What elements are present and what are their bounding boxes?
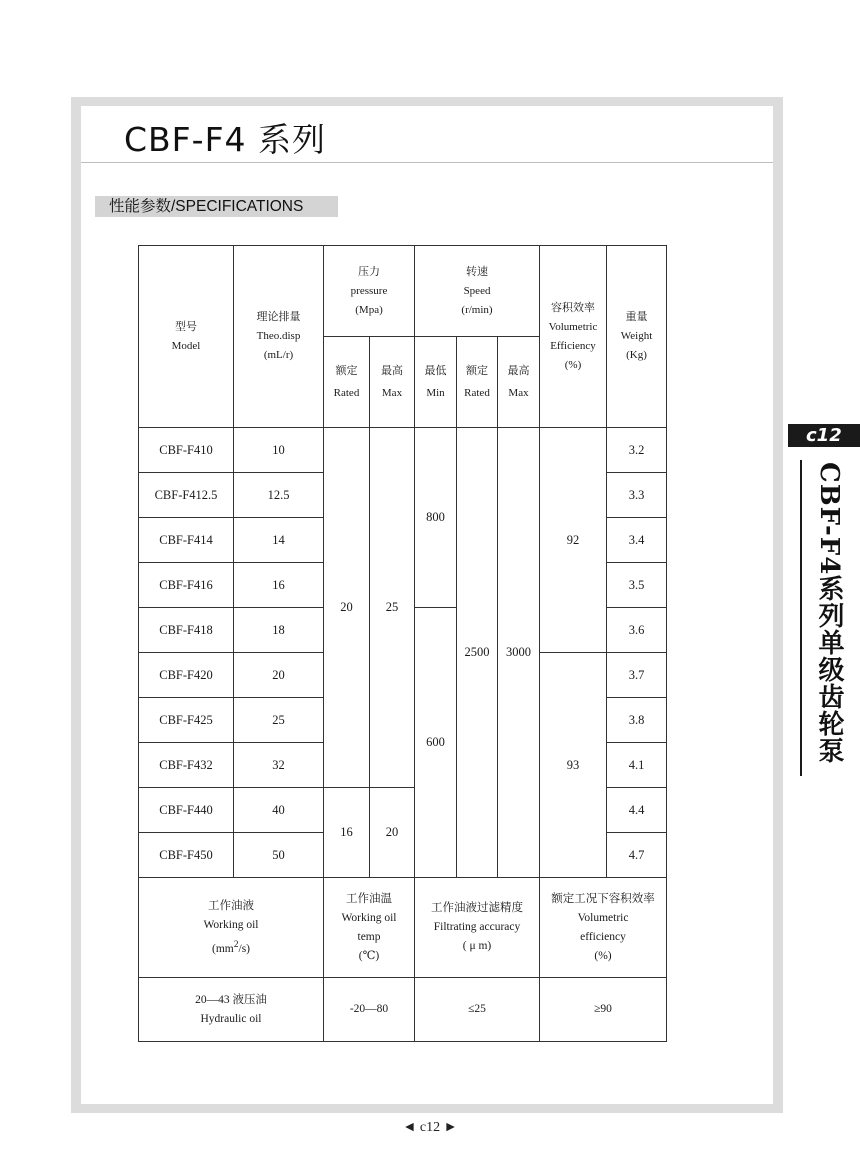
header-pressure: 压力 pressure (Mpa) [324, 246, 415, 337]
cell-model: CBF-F450 [139, 833, 234, 878]
table-row [139, 428, 667, 473]
cell-disp: 25 [234, 698, 324, 743]
prev-arrow-icon[interactable]: ◄ [402, 1120, 417, 1135]
page-title: CBF-F4 系列 [124, 120, 327, 159]
section-label: 性能参数/SPECIFICATIONS [95, 196, 338, 217]
side-title: CBF-F4系列单级齿轮泵 [814, 462, 844, 765]
footer-temp-value: -20—80 [324, 978, 415, 1042]
cell-disp: 16 [234, 563, 324, 608]
cell-pressure-max: 20 [370, 788, 415, 878]
footer-value-row [139, 978, 667, 1042]
cell-disp: 18 [234, 608, 324, 653]
cell-speed-min: 600 [415, 608, 457, 878]
cell-disp: 20 [234, 653, 324, 698]
cell-weight: 4.1 [607, 743, 667, 788]
cell-pressure-rated: 16 [324, 788, 370, 878]
cell-weight: 3.5 [607, 563, 667, 608]
cell-model: CBF-F412.5 [139, 473, 234, 518]
cell-disp: 40 [234, 788, 324, 833]
cell-model: CBF-F432 [139, 743, 234, 788]
cell-disp: 12.5 [234, 473, 324, 518]
header-pressure-rated: 额定 Rated [324, 337, 370, 428]
cell-pressure-rated: 20 [324, 428, 370, 788]
cell-disp: 10 [234, 428, 324, 473]
cell-model: CBF-F440 [139, 788, 234, 833]
cell-weight: 3.4 [607, 518, 667, 563]
header-pressure-max: 最高 Max [370, 337, 415, 428]
cell-model: CBF-F418 [139, 608, 234, 653]
header-weight: 重量 Weight (Kg) [607, 246, 667, 428]
cell-weight: 3.7 [607, 653, 667, 698]
cell-model: CBF-F410 [139, 428, 234, 473]
cell-model: CBF-F416 [139, 563, 234, 608]
header-model: 型号 Model [139, 246, 234, 428]
side-rule [800, 460, 802, 776]
footer-header-row [139, 878, 667, 978]
cell-speed-rated: 2500 [457, 428, 498, 878]
header-speed-max: 最高 Max [498, 337, 540, 428]
page-number [395, 1120, 465, 1136]
cell-disp: 14 [234, 518, 324, 563]
footer-oil-value: 20—43 液压油 Hydraulic oil [139, 978, 324, 1042]
header-speed-min: 最低 Min [415, 337, 457, 428]
spec-table [138, 245, 667, 1042]
cell-speed-min: 800 [415, 428, 457, 608]
cell-vol-eff: 93 [540, 653, 607, 878]
cell-weight: 4.4 [607, 788, 667, 833]
header-vol-eff: 容积效率 Volumetric Efficiency (%) [540, 246, 607, 428]
cell-speed-max: 3000 [498, 428, 540, 878]
header-disp: 理论排量 Theo.disp (mL/r) [234, 246, 324, 428]
footer-temp-header: 工作油温 Working oil temp (℃) [324, 878, 415, 978]
cell-model: CBF-F414 [139, 518, 234, 563]
cell-disp: 32 [234, 743, 324, 788]
cell-model: CBF-F420 [139, 653, 234, 698]
cell-vol-eff: 92 [540, 428, 607, 653]
footer-filter-value: ≤25 [415, 978, 540, 1042]
header-speed-rated: 额定 Rated [457, 337, 498, 428]
cell-model: CBF-F425 [139, 698, 234, 743]
cell-weight: 3.2 [607, 428, 667, 473]
cell-weight: 3.6 [607, 608, 667, 653]
cell-pressure-max: 25 [370, 428, 415, 788]
page-number-label: c12 [419, 1120, 441, 1135]
next-arrow-icon[interactable]: ► [443, 1120, 458, 1135]
footer-filter-header: 工作油液过滤精度 Filtrating accuracy ( μ m) [415, 878, 540, 978]
footer-oil-header: 工作油液 Working oil $(mm^2/s)$ [139, 878, 324, 978]
footer-eff-value: ≥90 [540, 978, 667, 1042]
cell-weight: 4.7 [607, 833, 667, 878]
header-speed: 转速 Speed (r/min) [415, 246, 540, 337]
side-tab-label: c12 [806, 425, 842, 446]
cell-weight: 3.3 [607, 473, 667, 518]
cell-disp: 50 [234, 833, 324, 878]
cell-weight: 3.8 [607, 698, 667, 743]
footer-eff-header: 额定工况下容积效率 Volumetric efficiency (%) [540, 878, 667, 978]
